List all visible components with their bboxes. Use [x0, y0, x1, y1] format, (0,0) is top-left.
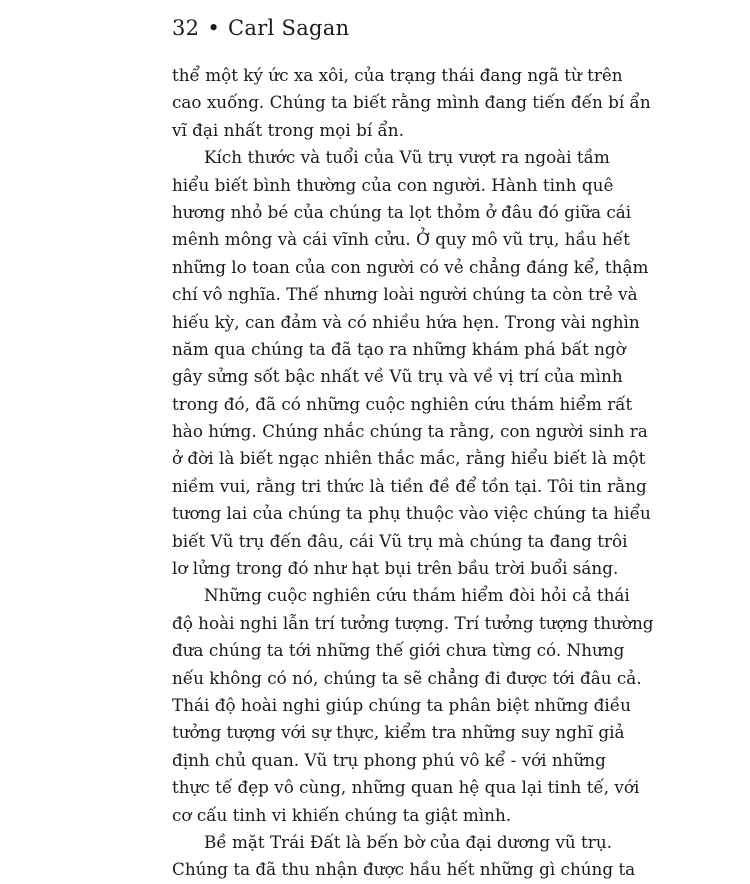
text-line: Kích thước và tuổi của Vũ trụ vượt ra ngoài tầm	[204, 147, 610, 168]
text-line: lơ lửng trong đó như hạt bụi trên bầu trời buổi sáng.	[172, 558, 619, 579]
text-line: thực tế đẹp vô cùng, những quan hệ qua lại tinh tế, với	[172, 777, 640, 798]
text-line: hương nhỏ bé của chúng ta lọt thỏm ở đâu đó giữa cái	[172, 201, 632, 222]
text-line: niềm vui, rằng tri thức là tiền đề để tồn tại. Tôi tin rằng	[172, 475, 647, 496]
text-line: cơ cấu tinh vi khiến chúng ta giật mình.	[172, 804, 512, 825]
text-line: độ hoài nghi lẫn trí tưởng tượng. Trí tưởng tượng thường	[172, 612, 654, 633]
text-line: gây sửng sốt bậc nhất về Vũ trụ và về vị trí của mình	[172, 366, 623, 387]
text-line: hiểu biết bình thường của con người. Hành tinh quê	[172, 174, 614, 195]
text-line: nếu không có nó, chúng ta sẽ chẳng đi được tới đâu cả.	[172, 667, 642, 688]
running-head	[172, 16, 349, 40]
text-line: mênh mông và cái vĩnh cửu. Ở quy mô vũ trụ, hầu hết	[172, 229, 630, 250]
text-line: định chủ quan. Vũ trụ phong phú vô kể - với những	[172, 749, 606, 770]
text-line: hiếu kỳ, can đảm và có nhiều hứa hẹn. Trong vài nghìn	[172, 311, 640, 332]
text-line: vĩ đại nhất trong mọi bí ẩn.	[172, 119, 404, 140]
text-line: ở đời là biết ngạc nhiên thắc mắc, rằng hiểu biết là một	[172, 448, 646, 469]
text-line: Thái độ hoài nghi giúp chúng ta phân biệt những điều	[172, 694, 631, 715]
header-separator: •	[207, 16, 221, 40]
page-number: 32	[172, 16, 200, 40]
text-line: Những cuộc nghiên cứu thám hiểm đòi hỏi cả thái	[204, 585, 630, 606]
text-line: cao xuống. Chúng ta biết rằng mình đang tiến đến bí ẩn	[172, 92, 651, 113]
author-name: Carl Sagan	[228, 16, 350, 40]
text-line: những lo toan của con người có vẻ chẳng đáng kể, thậm	[172, 256, 649, 277]
text-line: tưởng tượng với sự thực, kiểm tra những suy nghĩ giả	[172, 722, 625, 743]
text-line: đưa chúng ta tới những thế giới chưa từng có. Nhưng	[172, 640, 625, 661]
text-line: hào hứng. Chúng nhắc chúng ta rằng, con người sinh ra	[172, 421, 648, 442]
text-line: biết Vũ trụ đến đâu, cái Vũ trụ mà chúng ta đang trôi	[172, 530, 628, 551]
text-line: trong đó, đã có những cuộc nghiên cứu thám hiểm rất	[172, 393, 633, 414]
body-text	[172, 62, 654, 884]
text-line: thể một ký ức xa xôi, của trạng thái đang ngã từ trên	[172, 65, 623, 85]
text-line: Chúng ta đã thu nhận được hầu hết những gì chúng ta	[172, 859, 636, 880]
text-line: Bề mặt Trái Đất là bến bờ của đại dương vũ trụ.	[204, 831, 612, 852]
text-line: chí vô nghĩa. Thế nhưng loài người chúng ta còn trẻ và	[172, 284, 638, 305]
text-line: tương lai của chúng ta phụ thuộc vào việc chúng ta hiểu	[172, 503, 651, 524]
text-line: năm qua chúng ta đã tạo ra những khám phá bất ngờ	[172, 338, 626, 359]
